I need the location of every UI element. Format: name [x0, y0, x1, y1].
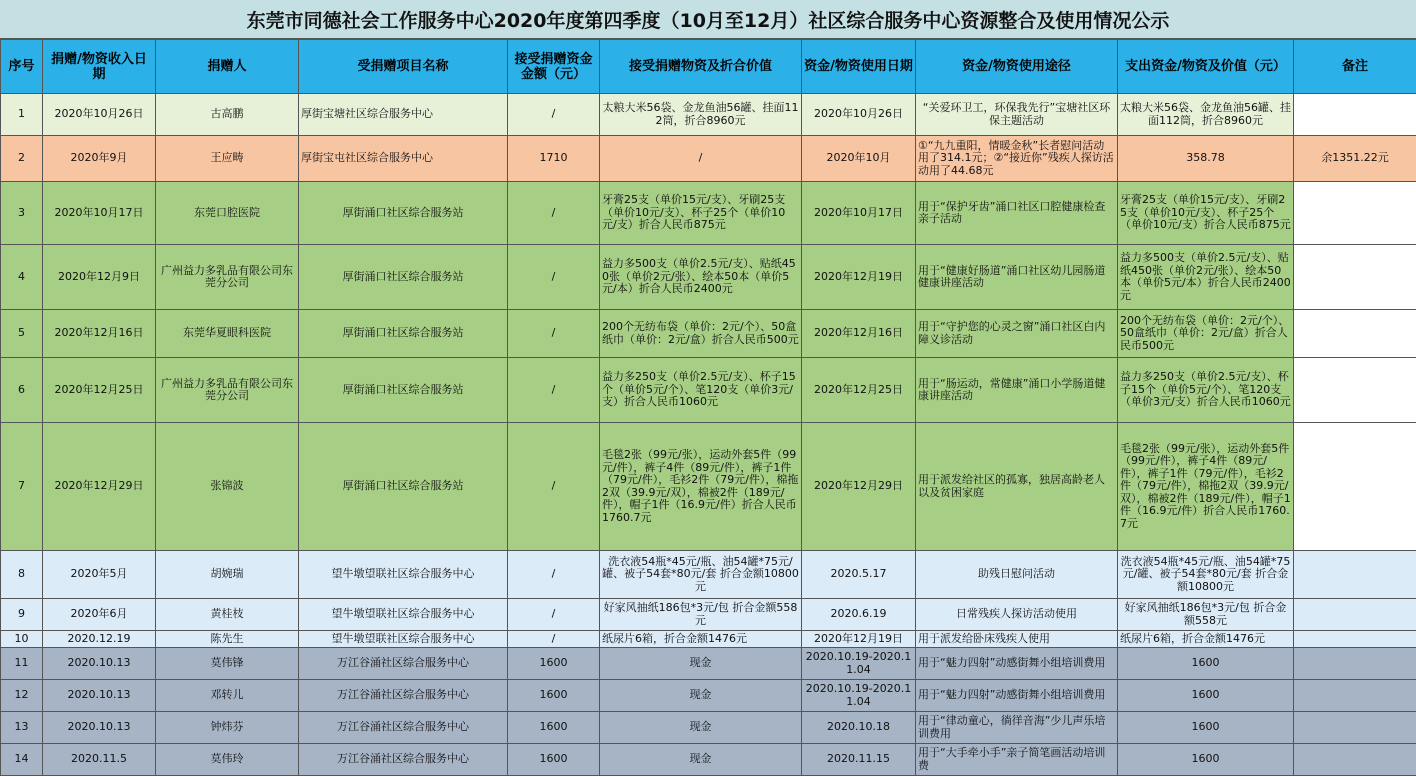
- cell-spend: 1600: [1118, 680, 1294, 712]
- cell-amount: 1600: [508, 648, 600, 680]
- cell-goods: 益力多250支（单价2.5元/支）、杯子15个（单价5元/个）、笔120支（单价3元/支）折合人民币1060元: [600, 358, 802, 423]
- cell-goods: 牙膏25支（单价15元/支）、牙刷25支（单价10元/支）、杯子25个（单价10元/支）折合人民币875元: [600, 182, 802, 245]
- cell-note: [1294, 599, 1416, 631]
- cell-goods: 纸尿片6箱，折合金额1476元: [600, 631, 802, 648]
- cell-use: 用于“肠运动，常健康”涌口小学肠道健康讲座活动: [916, 358, 1118, 423]
- cell-donor: 邓转儿: [156, 680, 299, 712]
- cell-use-date: 2020年12月29日: [802, 423, 916, 551]
- cell-project: 厚街涌口社区综合服务站: [299, 182, 508, 245]
- cell-use: 用于派发给社区的孤寡，独居高龄老人以及贫困家庭: [916, 423, 1118, 551]
- table-row: [1, 551, 1416, 599]
- cell-goods: 现金: [600, 712, 802, 744]
- cell-goods: 现金: [600, 680, 802, 712]
- cell-note: 余1351.22元: [1294, 136, 1416, 182]
- cell-use: 用于“魅力四射”动感街舞小组培训费用: [916, 648, 1118, 680]
- cell-date: 2020年12月9日: [43, 245, 156, 310]
- cell-use: 用于“保护牙齿”涌口社区口腔健康检查亲子活动: [916, 182, 1118, 245]
- cell-use-date: 2020年12月19日: [802, 245, 916, 310]
- table-row: [1, 744, 1416, 776]
- cell-project: 厚街宝塘社区综合服务中心: [299, 94, 508, 136]
- cell-spend: 毛毯2张（99元/张），运动外套5件（99元/件），裤子4件（89元/件），裤子1件（79元/件），毛衫2件（79元/件），棉拖2双（39.9元/双），棉被2件（189元/件），帽子1件（16.9元/件）折合人民币1760.7元: [1118, 423, 1294, 551]
- cell-use-date: 2020年10月17日: [802, 182, 916, 245]
- cell-use-date: 2020.11.15: [802, 744, 916, 776]
- cell-spend: 益力多250支（单价2.5元/支）、杯子15个（单价5元/个）、笔120支（单价3元/支）折合人民币1060元: [1118, 358, 1294, 423]
- cell-project: 厚街涌口社区综合服务站: [299, 423, 508, 551]
- cell-no: 10: [1, 631, 43, 648]
- cell-no: 8: [1, 551, 43, 599]
- cell-donor: 王应畴: [156, 136, 299, 182]
- cell-amount: /: [508, 358, 600, 423]
- cell-spend: 好家风抽纸186包*3元/包 折合金额558元: [1118, 599, 1294, 631]
- cell-date: 2020年10月26日: [43, 94, 156, 136]
- cell-note: [1294, 712, 1416, 744]
- cell-donor: 张锦波: [156, 423, 299, 551]
- cell-project: 万江谷涌社区综合服务中心: [299, 712, 508, 744]
- cell-no: 6: [1, 358, 43, 423]
- cell-date: 2020年6月: [43, 599, 156, 631]
- cell-amount: 1600: [508, 712, 600, 744]
- cell-amount: 1600: [508, 680, 600, 712]
- cell-date: 2020.10.13: [43, 712, 156, 744]
- cell-project: 厚街涌口社区综合服务站: [299, 310, 508, 358]
- cell-use: ①“九九重阳，情暖金秋”长者慰问活动用了314.1元；②“接近你”残疾人探访活动用了44.68元: [916, 136, 1118, 182]
- cell-no: 5: [1, 310, 43, 358]
- cell-spend: 1600: [1118, 648, 1294, 680]
- cell-donor: 广州益力多乳品有限公司东莞分公司: [156, 358, 299, 423]
- cell-project: 望牛墩望联社区综合服务中心: [299, 599, 508, 631]
- cell-note: [1294, 182, 1416, 245]
- cell-project: 厚街宝屯社区综合服务中心: [299, 136, 508, 182]
- cell-amount: /: [508, 599, 600, 631]
- cell-no: 3: [1, 182, 43, 245]
- cell-note: [1294, 94, 1416, 136]
- cell-no: 4: [1, 245, 43, 310]
- cell-use-date: 2020年12月16日: [802, 310, 916, 358]
- cell-use: 用于“大手牵小手”亲子简笔画活动培训费: [916, 744, 1118, 776]
- cell-spend: 1600: [1118, 712, 1294, 744]
- cell-goods: 毛毯2张（99元/张），运动外套5件（99元/件），裤子4件（89元/件），裤子1件（79元/件），毛衫2件（79元/件），棉拖2双（39.9元/双），棉被2件（189元/件），帽子1件（16.9元/件）折合人民币1760.7元: [600, 423, 802, 551]
- cell-use-date: 2020.10.19-2020.11.04: [802, 648, 916, 680]
- header-row: [1, 40, 1416, 94]
- cell-goods: 现金: [600, 744, 802, 776]
- table-row: [1, 182, 1416, 245]
- table-row: [1, 245, 1416, 310]
- table-row: [1, 358, 1416, 423]
- cell-date: 2020.11.5: [43, 744, 156, 776]
- cell-date: 2020.12.19: [43, 631, 156, 648]
- cell-date: 2020年12月16日: [43, 310, 156, 358]
- cell-donor: 东莞华夏眼科医院: [156, 310, 299, 358]
- cell-no: 7: [1, 423, 43, 551]
- cell-no: 2: [1, 136, 43, 182]
- cell-amount: /: [508, 245, 600, 310]
- cell-note: [1294, 310, 1416, 358]
- cell-amount: /: [508, 310, 600, 358]
- cell-date: 2020年12月29日: [43, 423, 156, 551]
- cell-no: 11: [1, 648, 43, 680]
- cell-use-date: 2020.10.19-2020.11.04: [802, 680, 916, 712]
- cell-amount: /: [508, 631, 600, 648]
- cell-goods: 现金: [600, 648, 802, 680]
- cell-date: 2020.10.13: [43, 648, 156, 680]
- cell-spend: 358.78: [1118, 136, 1294, 182]
- cell-use: 用于“魅力四射”动感街舞小组培训费用: [916, 680, 1118, 712]
- cell-project: 望牛墩望联社区综合服务中心: [299, 551, 508, 599]
- cell-note: [1294, 358, 1416, 423]
- cell-use: 用于“律动童心，徜徉音海”少儿声乐培训费用: [916, 712, 1118, 744]
- header-cell: 备注: [1294, 40, 1416, 94]
- cell-note: [1294, 744, 1416, 776]
- table-row: [1, 136, 1416, 182]
- table-row: [1, 94, 1416, 136]
- cell-use-date: 2020.5.17: [802, 551, 916, 599]
- cell-project: 万江谷涌社区综合服务中心: [299, 744, 508, 776]
- cell-amount: /: [508, 182, 600, 245]
- resource-table: [0, 39, 1416, 776]
- cell-use: 日常残疾人探访活动使用: [916, 599, 1118, 631]
- cell-no: 1: [1, 94, 43, 136]
- table-row: [1, 310, 1416, 358]
- header-cell: 受捐赠项目名称: [299, 40, 508, 94]
- cell-donor: 广州益力多乳品有限公司东莞分公司: [156, 245, 299, 310]
- cell-amount: 1710: [508, 136, 600, 182]
- cell-amount: 1600: [508, 744, 600, 776]
- header-cell: 捐赠人: [156, 40, 299, 94]
- header-cell: 序号: [1, 40, 43, 94]
- cell-note: [1294, 551, 1416, 599]
- cell-goods: 好家风抽纸186包*3元/包 折合金额558元: [600, 599, 802, 631]
- cell-date: 2020年10月17日: [43, 182, 156, 245]
- cell-amount: /: [508, 423, 600, 551]
- cell-donor: 古高鹏: [156, 94, 299, 136]
- cell-project: 万江谷涌社区综合服务中心: [299, 680, 508, 712]
- table-row: [1, 648, 1416, 680]
- table-row: [1, 631, 1416, 648]
- cell-no: 9: [1, 599, 43, 631]
- cell-use-date: 2020年12月19日: [802, 631, 916, 648]
- cell-spend: 牙膏25支（单价15元/支）、牙刷25支（单价10元/支）、杯子25个（单价10元/支）折合人民币875元: [1118, 182, 1294, 245]
- cell-date: 2020年9月: [43, 136, 156, 182]
- table-row: [1, 599, 1416, 631]
- cell-use-date: 2020.10.18: [802, 712, 916, 744]
- cell-goods: 200个无纺布袋（单价：2元/个）、50盒纸巾（单价：2元/盒）折合人民币500元: [600, 310, 802, 358]
- cell-use-date: 2020.6.19: [802, 599, 916, 631]
- cell-date: 2020年5月: [43, 551, 156, 599]
- cell-use-date: 2020年10月26日: [802, 94, 916, 136]
- cell-use: 助残日慰问活动: [916, 551, 1118, 599]
- sheet-title: 东莞市同德社会工作服务中心2020年度第四季度（10月至12月）社区综合服务中心资源整合及使用情况公示: [0, 0, 1416, 39]
- cell-project: 厚街涌口社区综合服务站: [299, 245, 508, 310]
- cell-donor: 钟炜芬: [156, 712, 299, 744]
- cell-donor: 东莞口腔医院: [156, 182, 299, 245]
- header-cell: 支出资金/物资及价值（元）: [1118, 40, 1294, 94]
- cell-note: [1294, 423, 1416, 551]
- cell-donor: 莫伟玲: [156, 744, 299, 776]
- cell-donor: 陈先生: [156, 631, 299, 648]
- cell-spend: 洗衣液54瓶*45元/瓶、油54罐*75元/罐、被子54套*80元/套 折合金额10800元: [1118, 551, 1294, 599]
- cell-use-date: 2020年10月: [802, 136, 916, 182]
- cell-goods: 洗衣液54瓶*45元/瓶、油54罐*75元/罐、被子54套*80元/套 折合金额10800元: [600, 551, 802, 599]
- cell-date: 2020.10.13: [43, 680, 156, 712]
- cell-spend: 200个无纺布袋（单价：2元/个）、50盒纸巾（单价：2元/盒）折合人民币500元: [1118, 310, 1294, 358]
- header-cell: 接受捐赠资金金额（元）: [508, 40, 600, 94]
- cell-amount: /: [508, 94, 600, 136]
- cell-date: 2020年12月25日: [43, 358, 156, 423]
- cell-spend: 太粮大米56袋、金龙鱼油56罐、挂面112筒，折合8960元: [1118, 94, 1294, 136]
- cell-amount: /: [508, 551, 600, 599]
- cell-note: [1294, 631, 1416, 648]
- cell-spend: 1600: [1118, 744, 1294, 776]
- cell-goods: /: [600, 136, 802, 182]
- cell-note: [1294, 680, 1416, 712]
- cell-goods: 益力多500支（单价2.5元/支）、贴纸450张（单价2元/张）、绘本50本（单价5元/本）折合人民币2400元: [600, 245, 802, 310]
- cell-use: “关爱环卫工，环保我先行”宝塘社区环保主题活动: [916, 94, 1118, 136]
- cell-use: 用于“健康好肠道”涌口社区幼儿园肠道健康讲座活动: [916, 245, 1118, 310]
- cell-donor: 胡婉瑞: [156, 551, 299, 599]
- cell-use-date: 2020年12月25日: [802, 358, 916, 423]
- header-cell: 资金/物资使用途径: [916, 40, 1118, 94]
- cell-no: 12: [1, 680, 43, 712]
- cell-project: 厚街涌口社区综合服务站: [299, 358, 508, 423]
- header-cell: 资金/物资使用日期: [802, 40, 916, 94]
- table-row: [1, 423, 1416, 551]
- cell-spend: 纸尿片6箱，折合金额1476元: [1118, 631, 1294, 648]
- header-cell: 接受捐赠物资及折合价值: [600, 40, 802, 94]
- cell-use: 用于“守护您的心灵之窗”涌口社区白内障义诊活动: [916, 310, 1118, 358]
- cell-goods: 太粮大米56袋、金龙鱼油56罐、挂面112筒，折合8960元: [600, 94, 802, 136]
- cell-no: 13: [1, 712, 43, 744]
- cell-donor: 莫伟锋: [156, 648, 299, 680]
- cell-no: 14: [1, 744, 43, 776]
- table-row: [1, 680, 1416, 712]
- cell-project: 万江谷涌社区综合服务中心: [299, 648, 508, 680]
- cell-donor: 黄桂枝: [156, 599, 299, 631]
- cell-project: 望牛墩望联社区综合服务中心: [299, 631, 508, 648]
- cell-use: 用于派发给卧床残疾人使用: [916, 631, 1118, 648]
- header-cell: 捐赠/物资收入日期: [43, 40, 156, 94]
- table-row: [1, 712, 1416, 744]
- cell-spend: 益力多500支（单价2.5元/支）、贴纸450张（单价2元/张）、绘本50本（单价5元/本）折合人民币2400元: [1118, 245, 1294, 310]
- cell-note: [1294, 245, 1416, 310]
- cell-note: [1294, 648, 1416, 680]
